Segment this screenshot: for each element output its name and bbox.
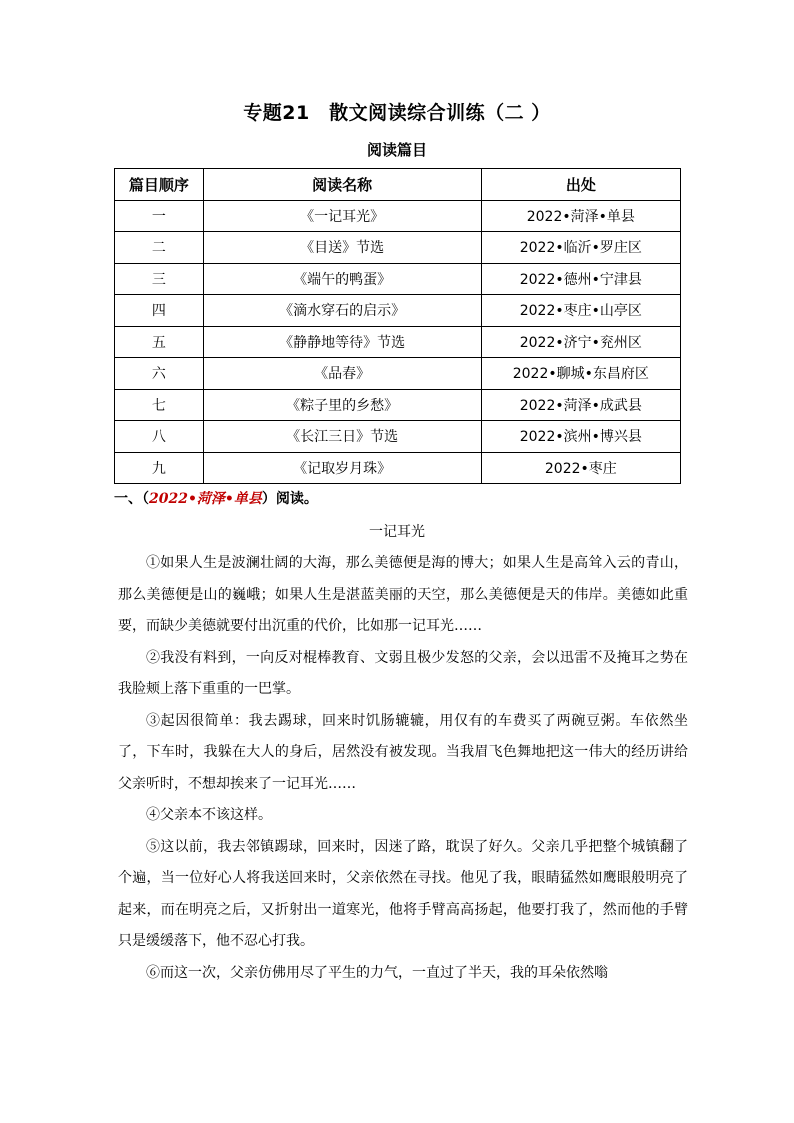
section-heading — [114, 488, 318, 508]
table-header-row — [115, 169, 681, 201]
row-source: 2022•德州•宁津县 — [481, 263, 680, 295]
paragraph: ②我没有料到，一向反对棍棒教育、文弱且极少发怒的父亲，会以迅雷不及掩耳之势在我脸颊上落下重重的一巴掌。 — [118, 649, 688, 697]
row-name: 《目送》节选 — [203, 232, 481, 264]
row-name: 《记取岁月珠》 — [203, 452, 481, 484]
row-name: 《粽子里的乡愁》 — [203, 389, 481, 421]
paragraph: ⑤这以前，我去邻镇踢球，回来时，因迷了路，耽误了好久。父亲几乎把整个城镇翻了个遍，当一位好心人将我送回来时，父亲依然在寻找。他见了我，眼睛猛然如鹰眼般明亮了起来，而在明亮之后，又折射出一道寒光，他将手臂高高扬起，他要打我了，然而他的手臂只是缓缓落下，他不忍心打我。 — [118, 838, 688, 949]
section-source: 2022•菏泽•单县 — [149, 491, 262, 507]
paragraph: ④父亲本不该这样。 — [146, 807, 272, 823]
row-name: 《长江三日》节选 — [203, 421, 481, 453]
paragraph: ①如果人生是波澜壮阔的大海，那么美德便是海的博大；如果人生是高耸入云的青山，那么美德便是山的巍峨；如果人生是湛蓝美丽的天空，那么美德便是天的伟岸。美德如此重要，而缺少美德就要付出沉重的代价，比如那一记耳光…… — [118, 555, 688, 634]
table-row — [115, 200, 681, 232]
row-order: 七 — [115, 389, 204, 421]
table-row — [115, 421, 681, 453]
row-source: 2022•枣庄•山亭区 — [481, 295, 680, 327]
row-source: 2022•聊城•东昌府区 — [481, 358, 680, 390]
row-order: 三 — [115, 263, 204, 295]
essay-body — [118, 548, 688, 989]
paragraph: ⑥而这一次，父亲仿佛用尽了平生的力气，一直过了半天，我的耳朵依然嗡 — [146, 964, 608, 981]
header-source: 出处 — [481, 169, 680, 201]
table-row — [115, 263, 681, 295]
table-row — [115, 326, 681, 358]
row-source: 2022•枣庄 — [481, 452, 680, 484]
row-source: 2022•济宁•兖州区 — [481, 326, 680, 358]
section-suffix: ）阅读。 — [261, 491, 318, 507]
reading-list-heading: 阅读篇目 — [366, 141, 427, 159]
row-source: 2022•菏泽•单县 — [481, 200, 680, 232]
row-name: 《端午的鸭蛋》 — [203, 263, 481, 295]
paragraph: ③起因很简单：我去踢球，回来时饥肠辘辘，用仅有的车费买了两碗豆粥。车依然坐了，下车时，我躲在大人的身后，居然没有被发现。当我眉飞色舞地把这一伟大的经历讲给父亲听时，不想却挨来了一记耳光…… — [118, 712, 688, 792]
table-row — [115, 452, 681, 484]
table-row — [115, 389, 681, 421]
row-name: 《静静地等待》节选 — [203, 326, 481, 358]
row-source: 2022•临沂•罗庄区 — [481, 232, 680, 264]
table-row — [115, 358, 681, 390]
row-name: 《滴水穿石的启示》 — [203, 295, 481, 327]
row-name: 《品春》 — [203, 358, 481, 390]
row-order: 六 — [115, 358, 204, 390]
row-source: 2022•滨州•博兴县 — [481, 421, 680, 453]
page-title: 专题21 散文阅读综合训练（二 ） — [243, 102, 551, 124]
row-order: 四 — [115, 295, 204, 327]
table-row — [115, 295, 681, 327]
row-order: 二 — [115, 232, 204, 264]
row-order: 五 — [115, 326, 204, 358]
row-source: 2022•菏泽•成武县 — [481, 389, 680, 421]
row-order: 一 — [115, 200, 204, 232]
header-order: 篇目顺序 — [115, 169, 204, 201]
header-name: 阅读名称 — [203, 169, 481, 201]
row-name: 《一记耳光》 — [203, 200, 481, 232]
essay-title: 一记耳光 — [369, 524, 425, 540]
row-order: 八 — [115, 421, 204, 453]
row-order: 九 — [115, 452, 204, 484]
section-prefix: 一、（ — [114, 491, 149, 507]
table-row — [115, 232, 681, 264]
reading-list-table — [114, 168, 681, 484]
